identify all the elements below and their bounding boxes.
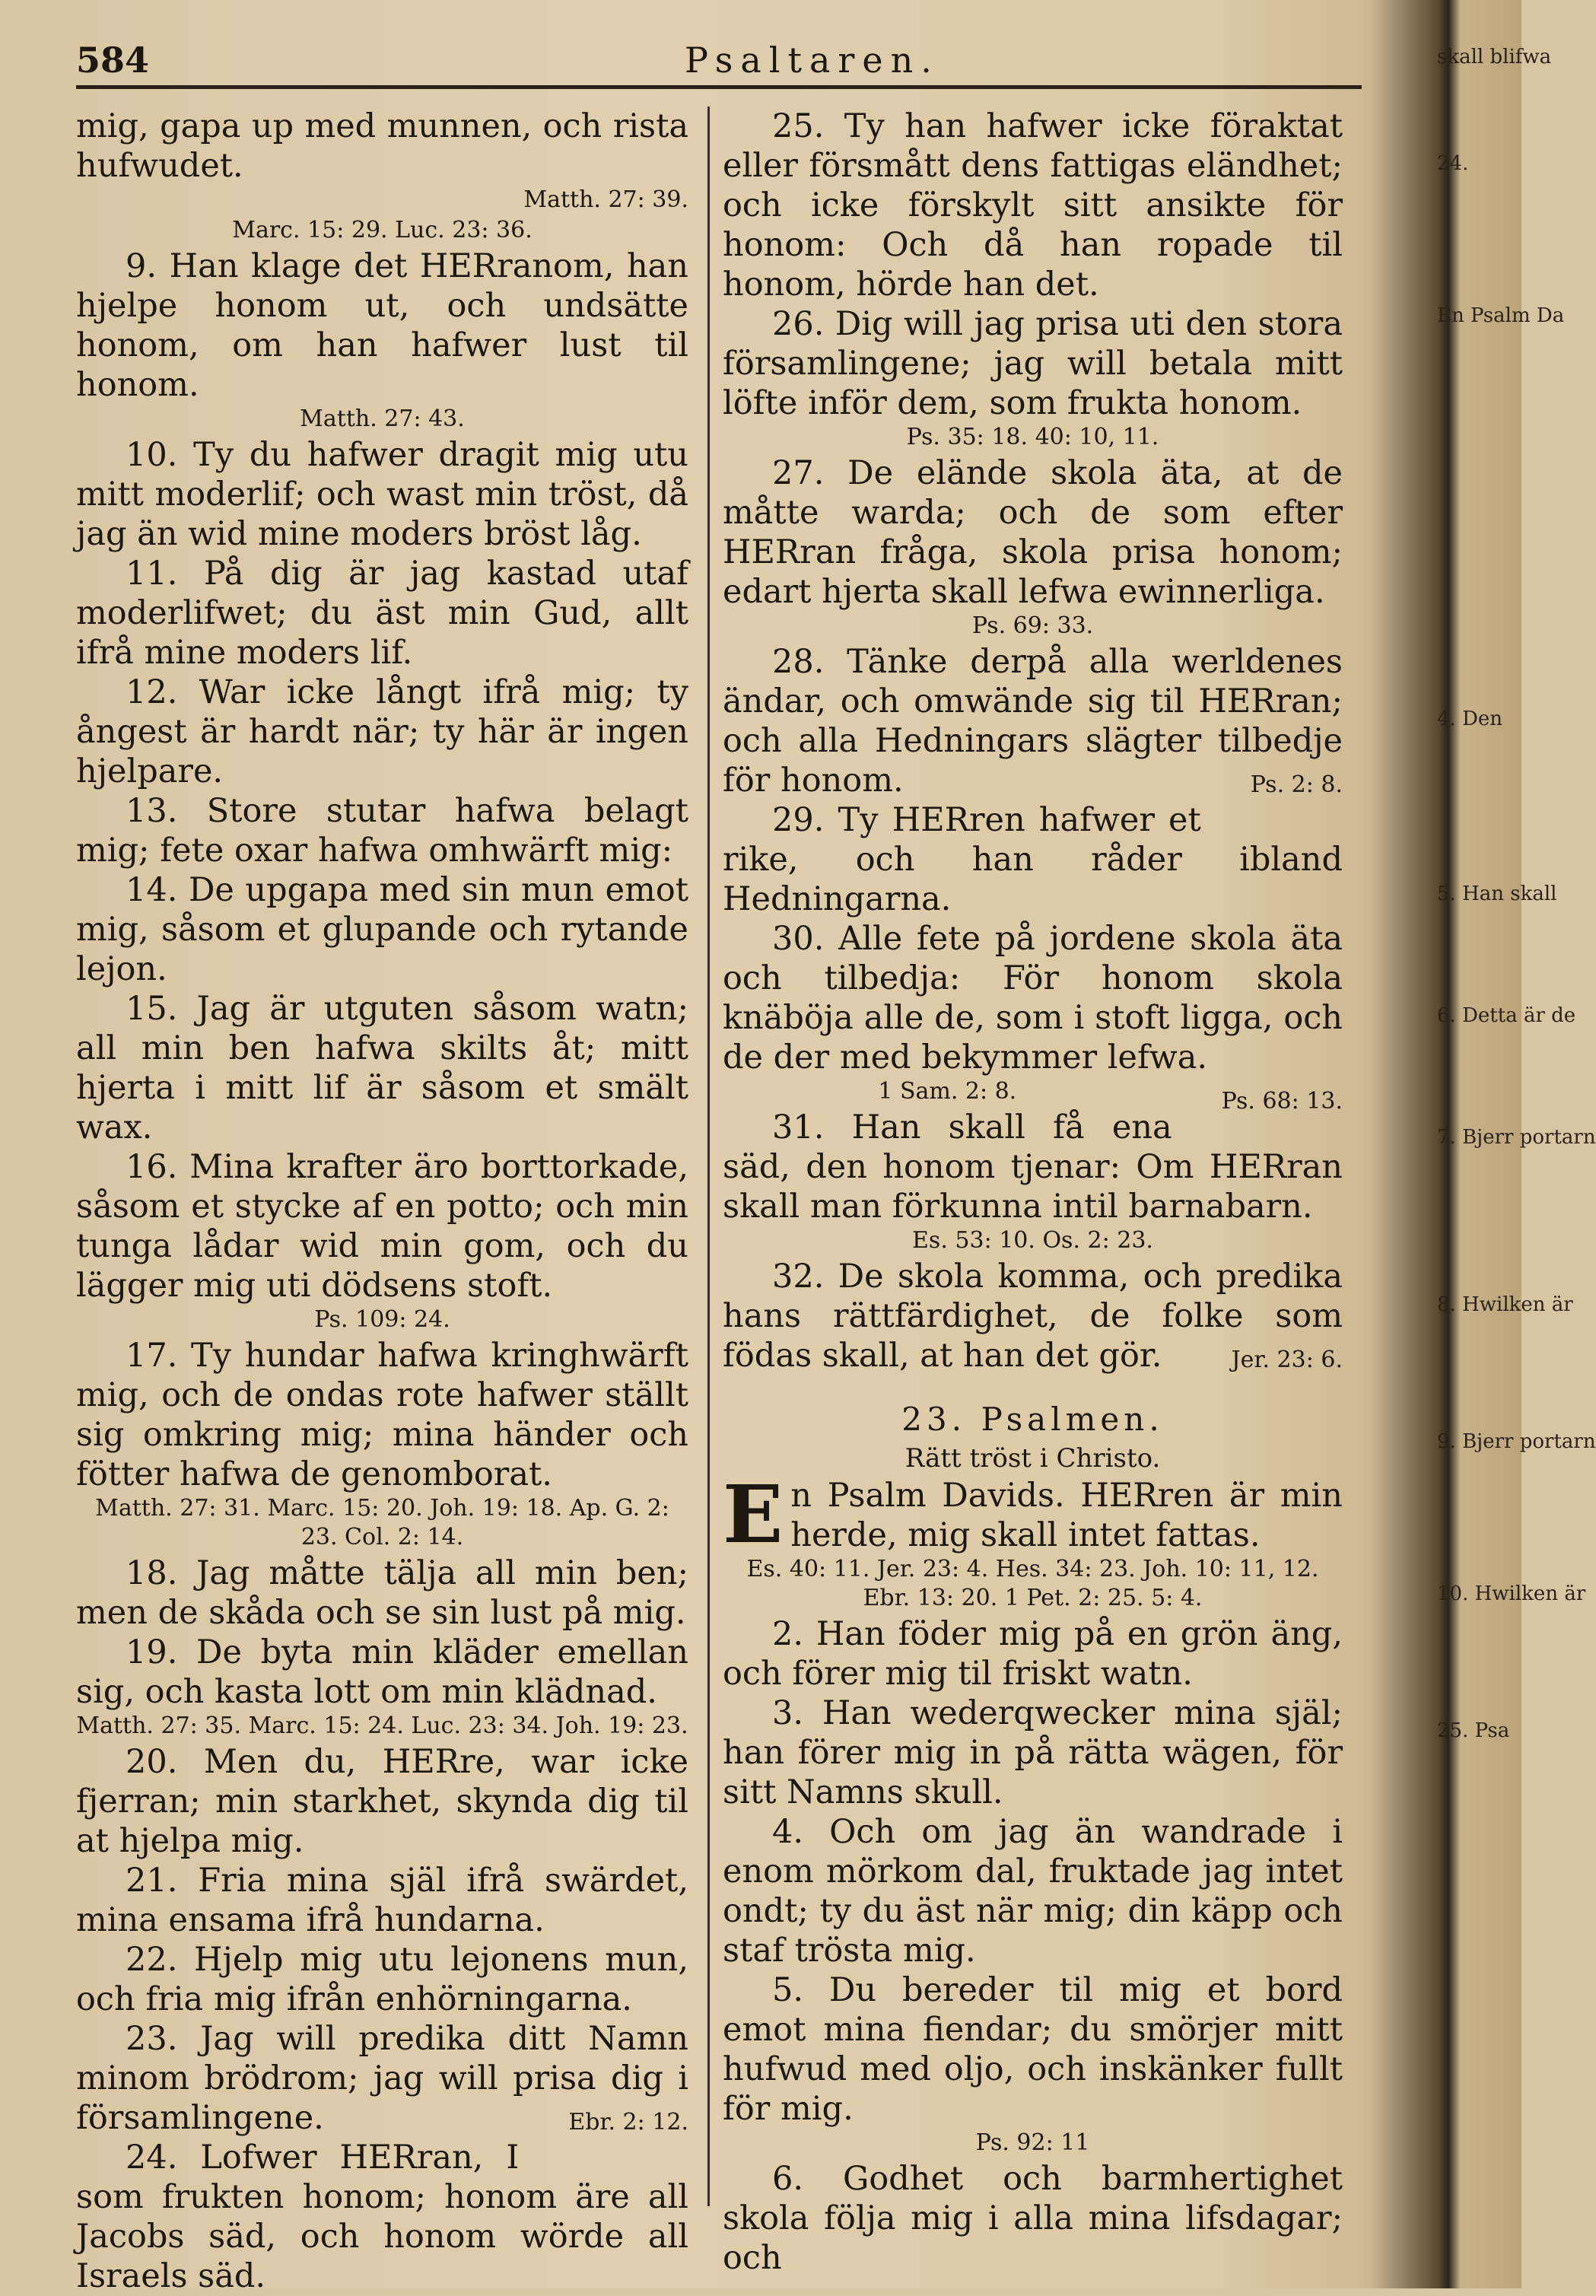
cross-reference: Ps. 69: 33. xyxy=(971,612,1094,639)
cross-reference: Es. 40: 11. Jer. 23: 4. Hes. 34: 23. Joh. 10: 11, 12. Ebr. 13: 20. 1 Pet. 2: 25. 5: 4. xyxy=(746,1556,1319,1611)
cross-reference: Es. 53: 10. Os. 2: 23. xyxy=(912,1227,1153,1254)
verse: 4. Och om jag än wandrade i enom mörkom dal, fruktade jag intet ondt; ty du äst när mig; din käpp och staf trösta mig. xyxy=(723,1813,1343,1970)
verse: 25. Ty han hafwer icke föraktat eller försmått dens fattigas eländhet; och icke förskylt sitt ansikte för honom: Och då han ropade til honom, hörde han det. xyxy=(723,107,1343,304)
verse: 10. Ty du hafwer dragit mig utu mitt moderlif; och wast min tröst, då jag än wid mine moders bröst låg. xyxy=(76,436,688,553)
verse: 24. Lofwer HERran, I som frukten honom; honom äre all Jacobs säd, och honom wörde all Israels säd. xyxy=(76,2139,688,2295)
verse: 9. Han klage det HERranom, han hjelpe honom ut, och undsätte honom, om han hafwer lust til honom. xyxy=(76,247,688,404)
verse: 5. Du bereder til mig et bord emot mina fiendar; du smörjer mitt hufwud med oljo, och inskänker fullt för mig. xyxy=(723,1971,1343,2128)
verse: 15. Jag är utguten såsom watn; all min ben hafwa skilts åt; mitt hjerta i mitt lif är såsom et smält wax. xyxy=(76,990,688,1146)
header-rule xyxy=(76,85,1362,89)
cross-reference: Matth. 27: 39. xyxy=(523,186,688,213)
verse: 22. Hjelp mig utu lejonens mun, och fria mig ifrån enhörningarna. xyxy=(76,1941,688,2018)
verse-text: n Psalm Davids. HERren är min herde, mig skall intet fattas. xyxy=(790,1477,1343,1554)
cross-reference: Matth. 27: 43. xyxy=(300,405,465,432)
verse-reference: Ps. 2: 8. xyxy=(1250,771,1343,798)
verse: 17. Ty hundar hafwa kringhwärft mig, och de ondas rote hafwer ställt sig omkring mig; mina händer och fötter hafwa de genomborat. xyxy=(76,1337,688,1493)
verse: 14. De upgapa med sin mun emot mig, såsom et glupande och rytande lejon. xyxy=(76,871,688,988)
verse: 2. Han föder mig på en grön äng, och förer mig til friskt watn. xyxy=(723,1615,1343,1693)
verse-reference: Jer. 23: 6. xyxy=(1231,1347,1343,1373)
adjacent-page-margin xyxy=(1434,0,1596,2288)
margin-fragment: 8. Hwilken är xyxy=(1437,1293,1573,1316)
page-number: 584 xyxy=(76,40,150,81)
page-header xyxy=(76,40,1445,85)
verse-reference: Ebr. 2: 12. xyxy=(568,2109,688,2135)
verse xyxy=(76,2019,688,2138)
margin-fragment: En Psalm Da xyxy=(1437,304,1565,327)
verse: 16. Mina krafter äro borttorkade, såsom et stycke af en potto; och min tunga lådar wid min gom, och du lägger mig uti dödsens stoft. xyxy=(76,1148,688,1305)
verse: 27. De elände skola äta, at de måtte warda; och de som efter HERran fråga, skola prisa honom; edart hjerta skall lefwa ewinnerliga. xyxy=(723,454,1343,611)
verse: 26. Dig will jag prisa uti den stora församlingene; jag will betala mitt löfte inför dem, som frukta honom. xyxy=(723,305,1343,422)
cross-reference: 1 Sam. 2: 8. xyxy=(878,1078,1017,1105)
verse: 18. Jag måtte tälja all min ben; men de skåda och se sin lust på mig. xyxy=(76,1554,688,1632)
cross-reference: Ps. 92: 11 xyxy=(975,2129,1090,2156)
left-column xyxy=(76,107,688,2296)
margin-fragment: 4. Den xyxy=(1437,708,1503,730)
verse: 19. De byta min kläder emellan sig, och kasta lott om min klädnad. xyxy=(76,1633,688,1711)
cross-reference: Marc. 15: 29. Luc. 23: 36. xyxy=(232,217,533,243)
verse-reference: Ps. 68: 13. xyxy=(1221,1088,1343,1115)
margin-fragment: 24. xyxy=(1437,152,1469,175)
verse-text: 30. Alle fete på jordene skola äta och tilbedja: För honom skola knäböja alle de, som i stoft ligga, och de der med bekymmer lefwa. xyxy=(723,920,1343,1076)
opening-verse xyxy=(723,1468,1343,1561)
verse: 31. Han skall få ena säd, den honom tjenar: Om HERran skall man förkunna intil barnabarn. xyxy=(723,1108,1343,1226)
verse: 29. Ty HERren hafwer et rike, och han råder ibland Hedningarna. xyxy=(723,801,1343,918)
margin-fragment: skall blifwa xyxy=(1437,46,1552,68)
margin-fragment: 5. Han skall xyxy=(1437,882,1557,905)
verse xyxy=(723,642,1343,800)
psalm-heading: 23. Psalmen. xyxy=(901,1401,1164,1438)
cross-reference: Matth. 27: 35. Marc. 15: 24. Luc. 23: 34. Joh. 19: 23. xyxy=(76,1712,688,1739)
verse: 21. Fria mina själ ifrå swärdet, mina ensama ifrå hundarna. xyxy=(76,1862,688,1939)
running-title: Psaltaren. xyxy=(685,40,939,81)
verse: 20. Men du, HERre, war icke fjerran; min starkhet, skynda dig til at hjelpa mig. xyxy=(76,1743,688,1860)
verse xyxy=(723,1257,1343,1375)
cross-reference: Ps. 109: 24. xyxy=(314,1306,450,1333)
verse: mig, gapa up med munnen, och rista hufwudet. xyxy=(76,107,688,185)
margin-fragment: 25. Psa xyxy=(1437,1719,1510,1742)
verse: 11. På dig är jag kastad utaf moderlifwet; du äst min Gud, allt ifrå mine moders lif. xyxy=(76,555,688,672)
verse: 3. Han wederqwecker mina själ; han förer mig in på rätta wägen, för sitt Namns skull. xyxy=(723,1694,1343,1811)
column-divider xyxy=(707,107,710,2206)
verse-text: 28. Tänke derpå alla werldenes ändar, och omwände sig til HERran; och alla Hedningars slägter tilbedje för honom. xyxy=(723,643,1343,800)
verse: 12. War icke långt ifrå mig; ty ångest är hardt när; ty här är ingen hjelpare. xyxy=(76,673,688,790)
right-column xyxy=(723,107,1343,2278)
drop-cap: E xyxy=(723,1468,784,1561)
verse-text: 32. De skola komma, och predika hans rättfärdighet, de folke som födas skall, at han det gör. xyxy=(723,1258,1343,1375)
margin-fragment: 9. Bjerr portarn xyxy=(1437,1430,1596,1453)
margin-fragment: 6. Detta är de xyxy=(1437,1004,1576,1027)
verse: 6. Godhet och barmhertighet skola följa mig i alla mina lifsdagar; och xyxy=(723,2160,1343,2277)
cross-reference: Matth. 27: 31. Marc. 15: 20. Joh. 19: 18. Ap. G. 2: 23. Col. 2: 14. xyxy=(95,1495,669,1550)
verse-text: 23. Jag will predika ditt Namn minom brödrom; jag will prisa dig i församlingene. xyxy=(76,2020,688,2137)
cross-reference: Ps. 35: 18. 40: 10, 11. xyxy=(906,424,1159,450)
verse: 13. Store stutar hafwa belagt mig; fete oxar hafwa omhwärft mig: xyxy=(76,792,688,870)
margin-fragment: 7. Bjerr portarn xyxy=(1437,1126,1596,1149)
margin-fragment: 10. Hwilken är xyxy=(1437,1582,1586,1605)
psalm-subheading: Rätt tröst i Christo. xyxy=(905,1443,1161,1474)
